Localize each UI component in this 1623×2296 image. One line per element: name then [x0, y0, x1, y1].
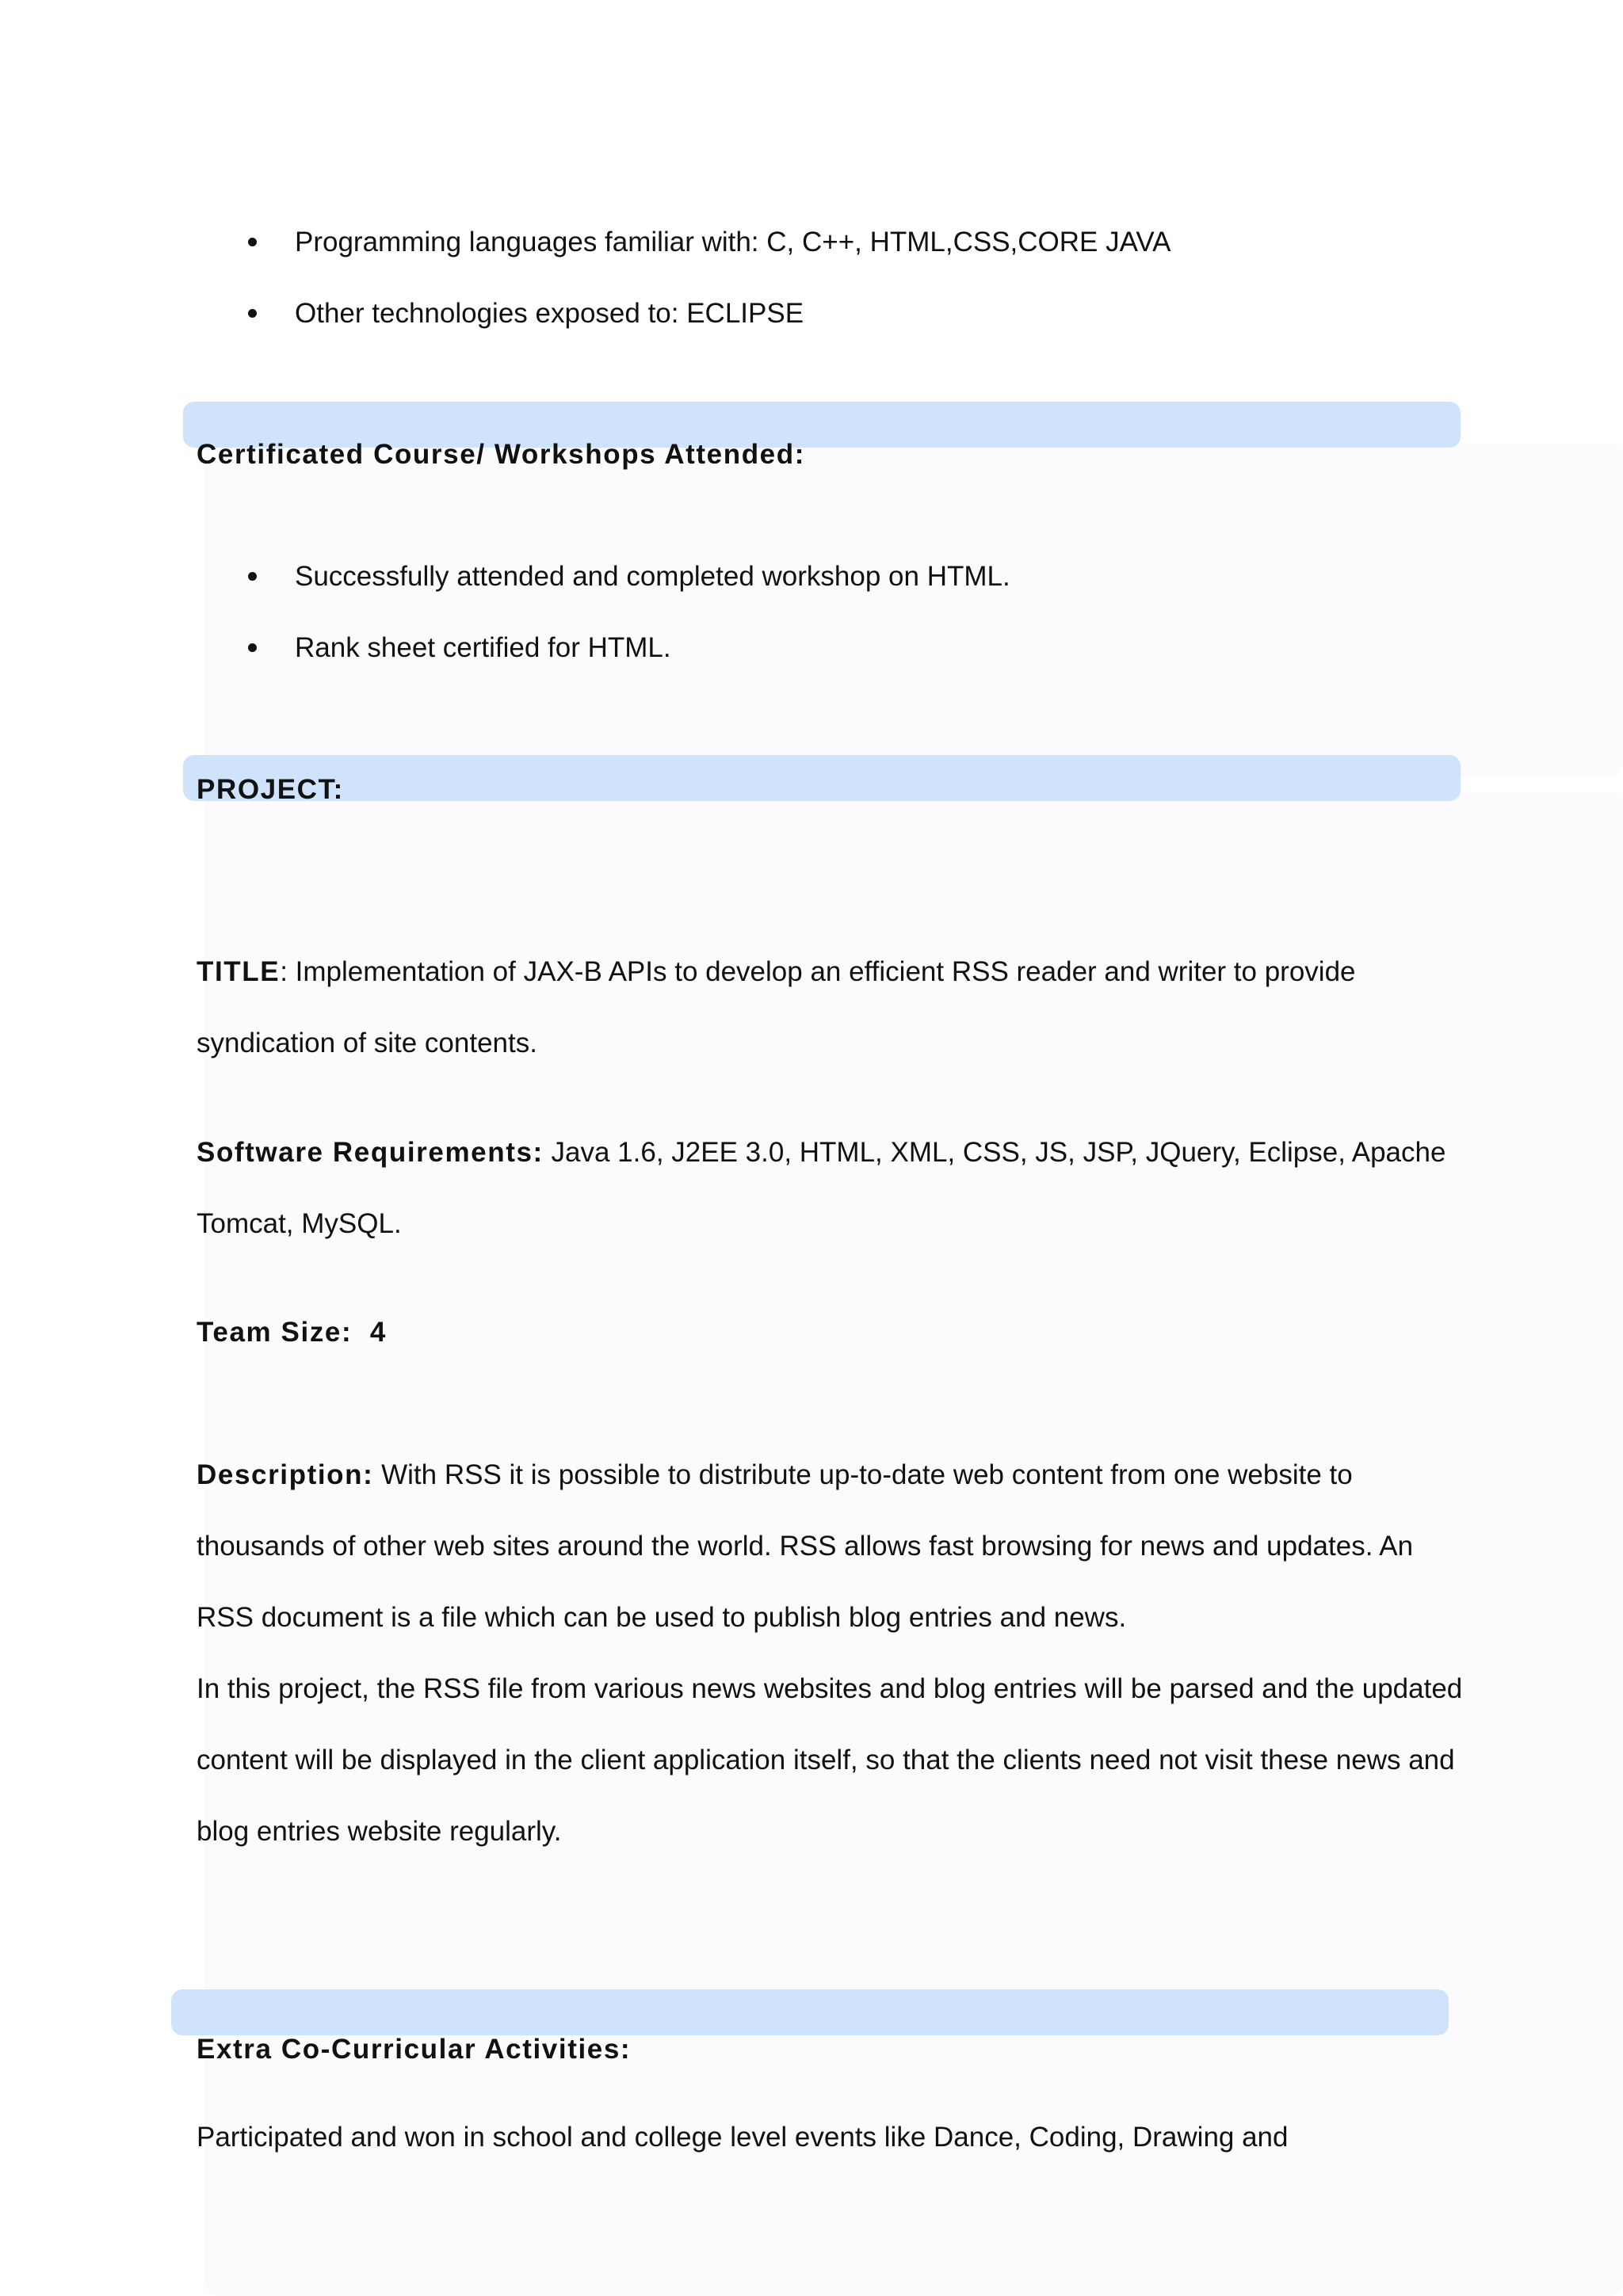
software-text: Java 1.6, J2EE 3.0, HTML, XML, CSS, JS, JSP, JQuery, Eclipse, Apache Tomcat, MySQL. — [197, 1137, 1446, 1239]
project-title-text: : Implementation of JAX-B APIs to develop an efficient RSS reader and writer to provide syndication of site contents. — [197, 956, 1356, 1058]
description-text: With RSS it is possible to distribute up-to-date web content from one website to thousands of other web sites around the world. RSS allows fast browsing for news and updates. An RSS document is a file which can be used to publish blog entries and news. — [197, 1459, 1414, 1633]
project-title-label: TITLE — [197, 956, 281, 987]
section-header-band — [171, 1989, 1449, 2035]
extra-activities-heading: Extra Co-Curricular Activities: — [197, 2034, 632, 2065]
list-item — [0, 296, 1170, 368]
bullet-icon — [248, 643, 257, 652]
project-heading: PROJECT: — [197, 774, 344, 805]
skill-technologies: Other technologies exposed to: ECLIPSE — [295, 298, 804, 329]
bullet-icon — [248, 572, 257, 581]
project-description-2: In this project, the RSS file from various news websites and blog entries will be parsed and the updated content will be displayed in the client application itself, so that the clients need not visit these news and blog entries website regularly. — [197, 1673, 1463, 1847]
certifications-list — [0, 559, 1010, 702]
certification-item: Successfully attended and completed workshop on HTML. — [295, 561, 1010, 592]
description-label: Description: — [197, 1459, 374, 1490]
project-title — [197, 936, 1465, 1079]
skills-list — [0, 225, 1170, 368]
list-item — [0, 631, 1010, 702]
project-team — [197, 1297, 1465, 1368]
team-size-value: 4 — [369, 1317, 387, 1348]
list-item — [0, 225, 1170, 296]
certification-item: Rank sheet certified for HTML. — [295, 632, 671, 663]
software-label: Software Requirements: — [197, 1137, 544, 1168]
skill-languages: Programming languages familiar with: C, C++, HTML,CSS,CORE JAVA — [295, 227, 1171, 257]
project-software — [197, 1117, 1465, 1260]
list-item — [0, 559, 1010, 631]
section-header-band — [183, 755, 1461, 801]
bullet-icon — [248, 309, 257, 318]
project-description — [197, 1440, 1465, 1653]
bullet-icon — [248, 238, 257, 246]
certifications-heading: Certificated Course/ Workshops Attended: — [197, 439, 805, 470]
team-size-label: Team Size: — [197, 1317, 353, 1348]
extra-activities-text: Participated and won in school and college level events like Dance, Coding, Drawing and — [197, 2122, 1289, 2153]
